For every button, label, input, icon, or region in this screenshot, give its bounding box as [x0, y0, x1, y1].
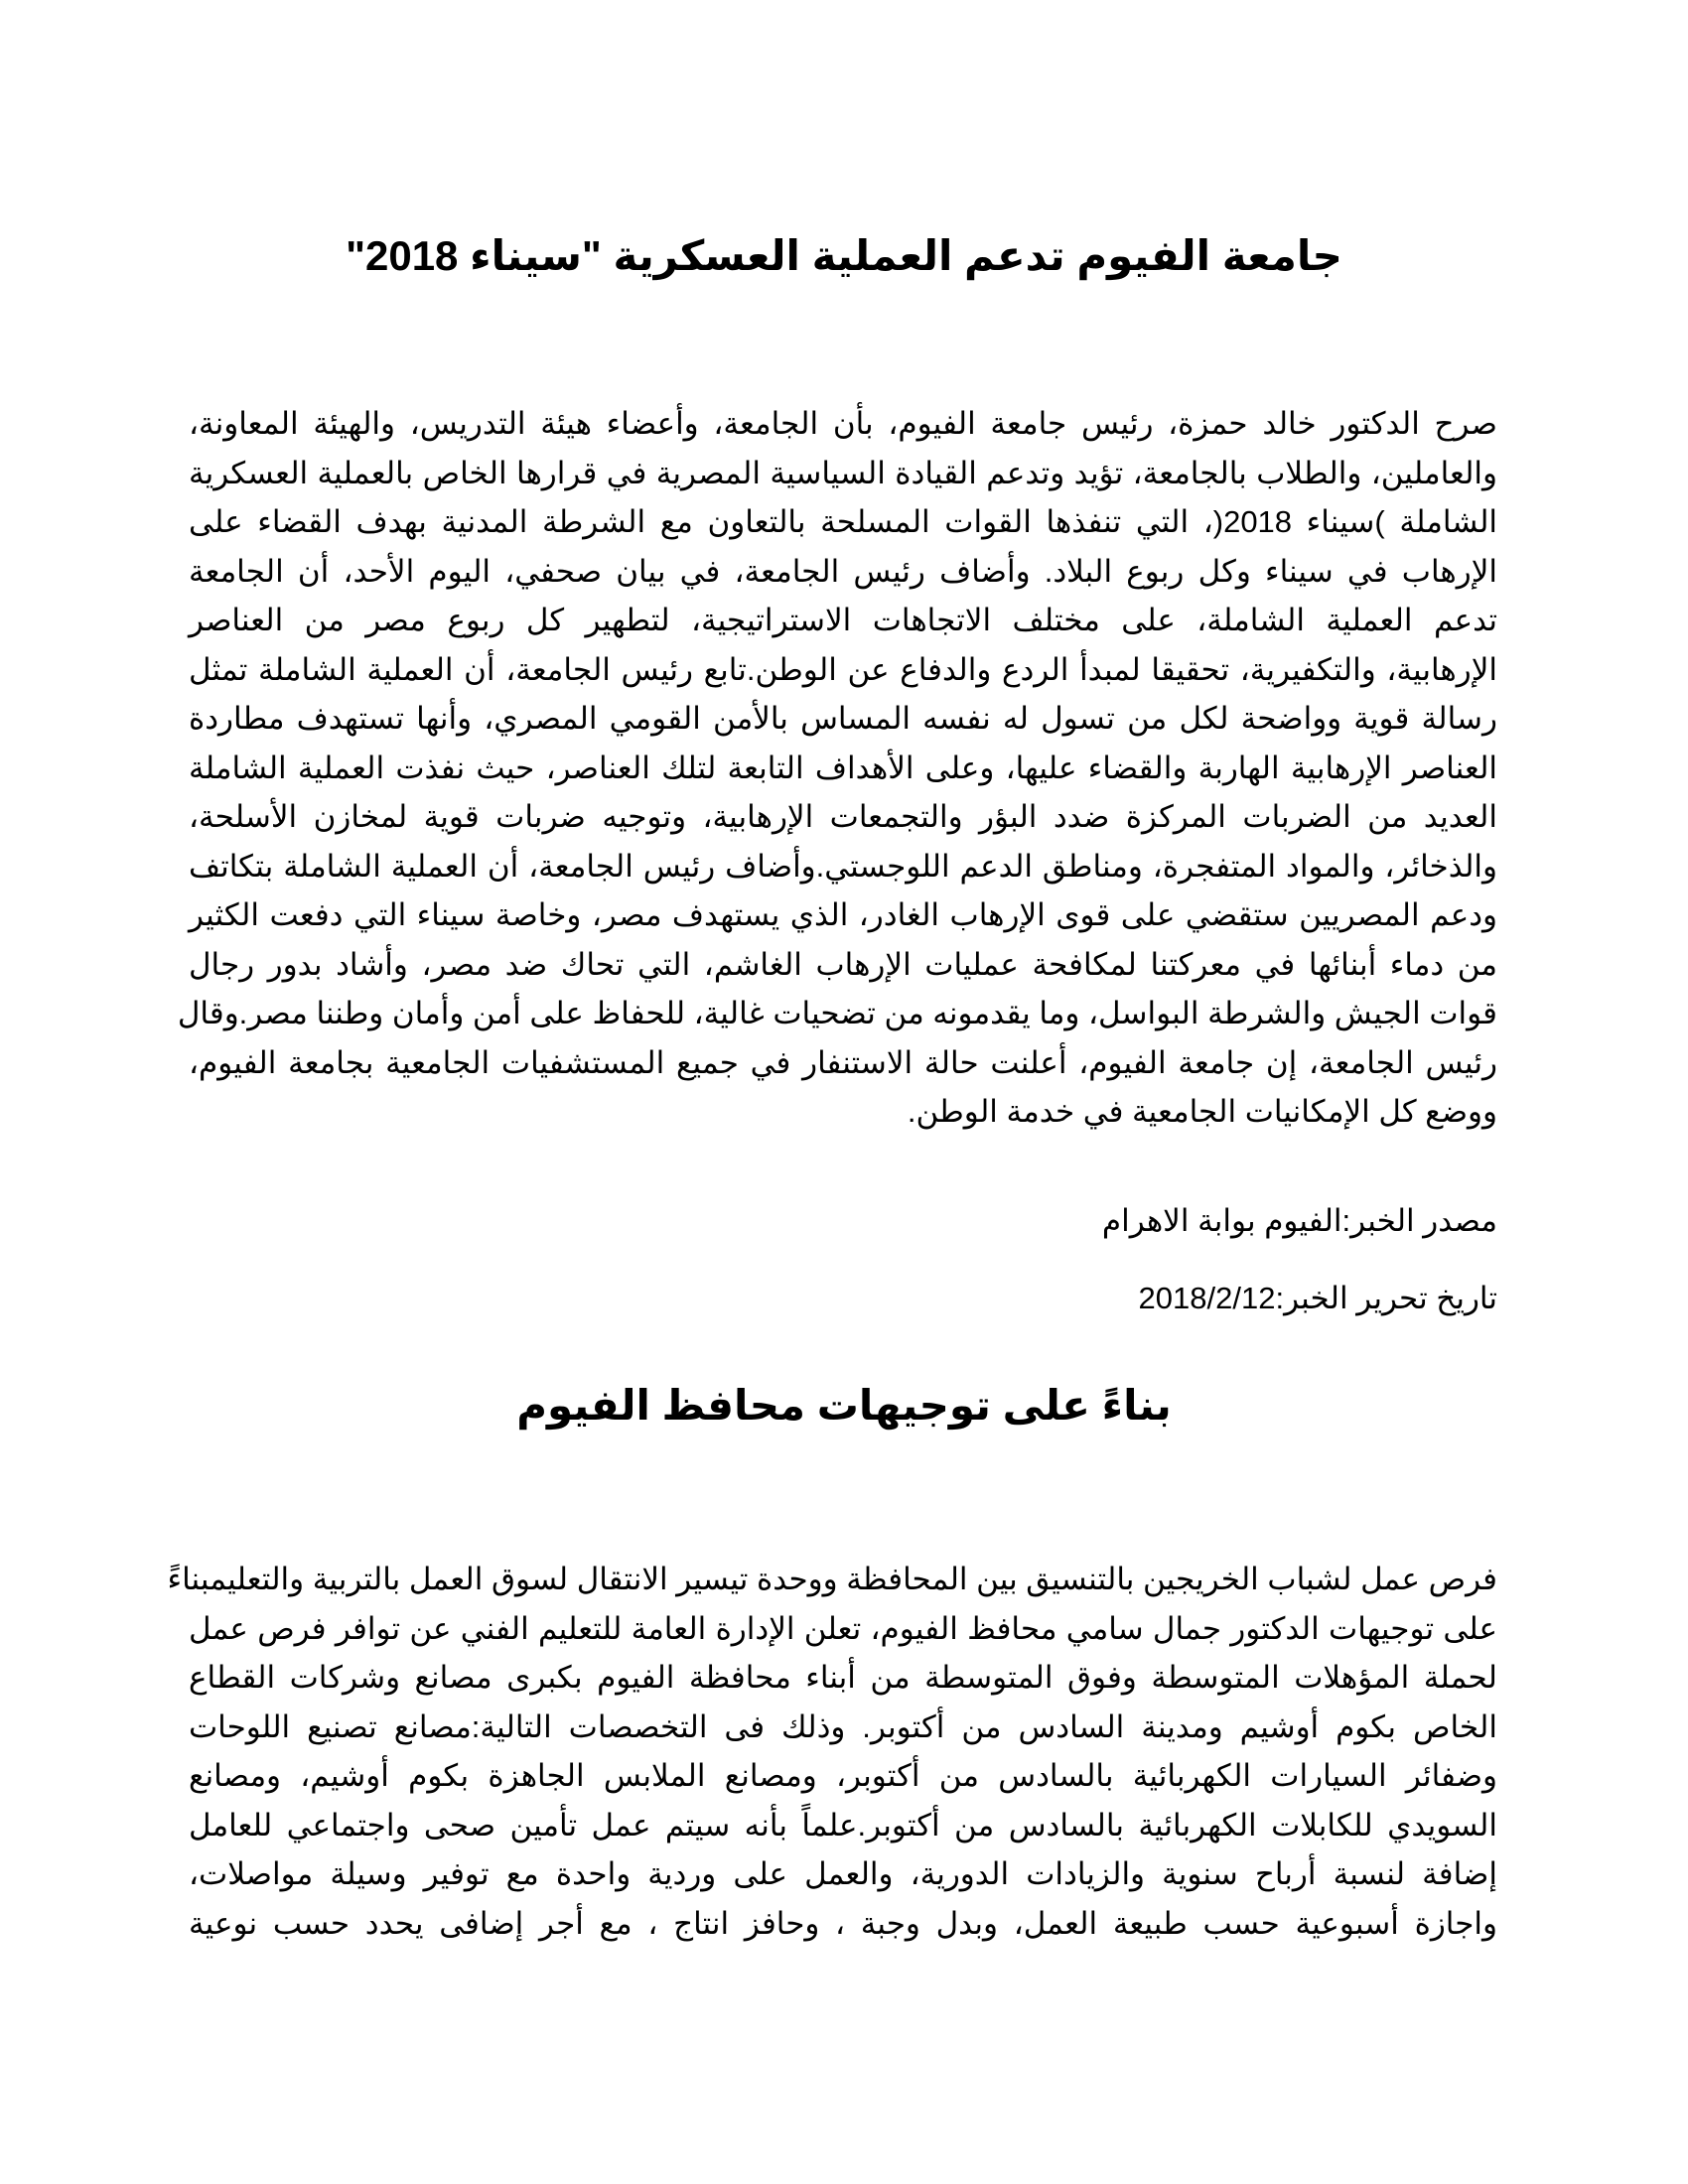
- article-2-line: الخاص بكوم أوشيم ومدينة السادس من أكتوبر. وذلك فى التخصصات التالية:مصانع تصنيع اللوحات: [189, 1708, 1497, 1744]
- article-2-title: بناءً على توجيهات محافظ الفيوم: [516, 1382, 1172, 1430]
- article-2-line: لحملة المؤهلات المتوسطة وفوق المتوسطة من أبناء محافظة الفيوم بكبرى مصانع وشركات القطاع: [189, 1660, 1497, 1695]
- article-1-line: والعاملين، والطلاب بالجامعة، تؤيد وتدعم القيادة السياسية المصرية في قرارها الخاص بالعملية العسكرية: [189, 455, 1497, 490]
- article-1-line: من دماء أبنائها في معركتنا لمكافحة عمليات الإرهاب الغاشم، التي تحاك ضد مصر، وأشاد بدور رجال: [189, 946, 1497, 982]
- article-1-line: ووضع كل الإمكانيات الجامعية في خدمة الوطن.: [907, 1094, 1497, 1129]
- article-1-line: العديد من الضربات المركزة ضدد البؤر والتجمعات الإرهابية، وتوجيه ضربات قوية لمخازن الأسلحة،: [189, 799, 1497, 834]
- article-1-line: الإرهابية، والتكفيرية، تحقيقا لمبدأ الردع والدفاع عن الوطن.تابع رئيس الجامعة، أن العملية الشاملة تمثل: [189, 651, 1497, 687]
- article-2-line: على توجيهات الدكتور جمال سامي محافظ الفيوم، تعلن الإدارة العامة للتعليم الفني عن توافر فرص عمل: [189, 1610, 1497, 1646]
- article-1-line: الشاملة )سيناء 2018(، التي تنفذها القوات المسلحة بالتعاون مع الشرطة المدنية بهدف القضاء على: [189, 504, 1498, 539]
- article-2-line: وضفائر السيارات الكهربائية بالسادس من أكتوبر، ومصانع الملابس الجاهزة بكوم أوشيم، ومصانع: [189, 1758, 1497, 1793]
- article-1-line: الإرهاب في سيناء وكل ربوع البلاد. وأضاف رئيس الجامعة، في بيان صحفي، اليوم الأحد، أن الجامعة: [189, 553, 1497, 589]
- article-2-line: إضافة لنسبة أرباح سنوية والزيادات الدورية، والعمل على وردية واحدة مع توفير وسيلة مواصلات،: [189, 1856, 1497, 1891]
- article-2-line: فرص عمل لشباب الخريجين بالتنسيق بين المحافظة ووحدة تيسير الانتقال لسوق العمل بالتربية والتعليمبناءً: [167, 1562, 1497, 1596]
- article-1-line: رسالة قوية وواضحة لكل من تسول له نفسه المساس بالأمن القومي المصري، وأنها تستهدف مطاردة: [189, 701, 1497, 736]
- news-date: تاريخ تحرير الخبر:2018/2/12: [1138, 1281, 1497, 1315]
- article-1-line: تدعم العملية الشاملة، على مختلف الاتجاهات الاستراتيجية، لتطهير كل ربوع مصر من العناصر: [189, 603, 1497, 637]
- article-1-title: جامعة الفيوم تدعم العملية العسكرية "سيناء 2018": [346, 232, 1342, 280]
- article-1-line: والذخائر، والمواد المتفجرة، ومناطق الدعم اللوجستي.وأضاف رئيس الجامعة، أن العملية الشاملة بتكاتف: [189, 848, 1497, 884]
- article-1-line: العناصر الإرهابية الهاربة والقضاء عليها، وعلى الأهداف التابعة لتلك العناصر، حيث نفذت العملية الشاملة: [189, 750, 1497, 785]
- article-1-line: صرح الدكتور خالد حمزة، رئيس جامعة الفيوم، بأن الجامعة، وأعضاء هيئة التدريس، والهيئة المعاونة،: [189, 406, 1497, 441]
- article-1-body: [177, 399, 1498, 1137]
- article-1-line: قوات الجيش والشرطة البواسل، وما يقدمونه من تضحيات غالية، للحفاظ على أمن وأمان وطننا مصر.وقال: [177, 996, 1497, 1030]
- article-2-line: واجازة أسبوعية حسب طبيعة العمل، وبدل وجبة ، وحافز انتاج ، مع أجر إضافى يحدد حسب نوعية: [189, 1905, 1497, 1941]
- article-1-line: رئيس الجامعة، إن جامعة الفيوم، أعلنت حالة الاستنفار في جميع المستشفيات الجامعية بجامعة الفيوم،: [189, 1044, 1497, 1080]
- news-source: مصدر الخبر:الفيوم بوابة الاهرام: [1101, 1203, 1497, 1238]
- article-1-line: ودعم المصريين ستقضي على قوى الإرهاب الغادر، الذي يستهدف مصر، وخاصة سيناء التي دفعت الكثير: [189, 897, 1497, 932]
- article-2-body: [167, 1555, 1497, 1948]
- article-2-line: السويدي للكابلات الكهربائية بالسادس من أكتوبر.علماً بأنه سيتم عمل تأمين صحى واجتماعي للعامل: [189, 1807, 1497, 1843]
